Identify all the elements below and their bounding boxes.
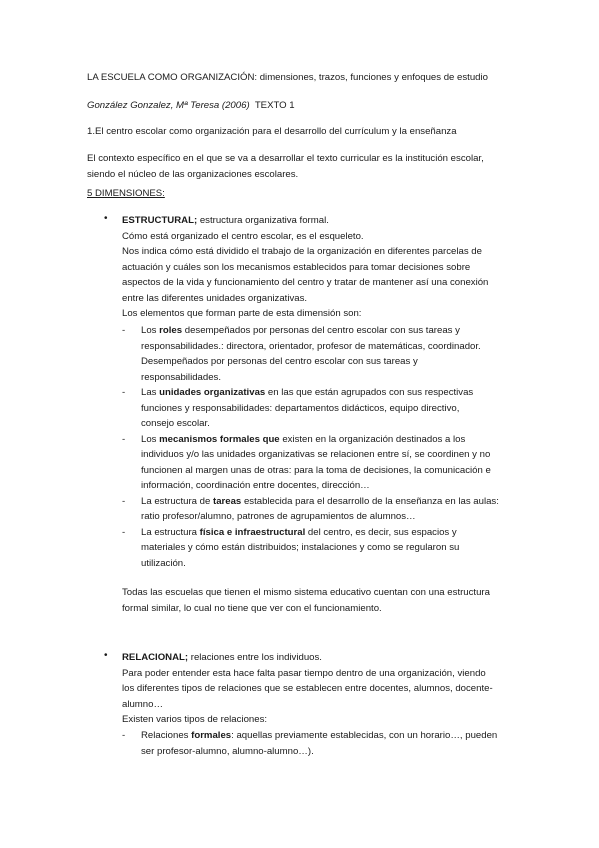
- closing-line: Todas las escuelas que tienen el mismo sistema educativo cuentan con una estructura: [122, 587, 490, 598]
- item-keyword: roles: [159, 325, 183, 336]
- bullet-point: •: [104, 213, 108, 224]
- section-heading: 1.El centro escolar como organización para el desarrollo del currículum y la enseñanza: [87, 126, 457, 137]
- body-line: alumno…: [122, 698, 164, 710]
- body-line: Cómo está organizado el centro escolar, es el esqueleto.: [122, 230, 364, 242]
- list-item: [122, 494, 499, 525]
- list-dash: -: [122, 433, 126, 445]
- body-line: Nos indica cómo está dividido el trabajo de la organización en diferentes parcelas de: [122, 246, 482, 257]
- list-item: [122, 323, 499, 385]
- list-item-line: funciones y responsabilidades: departamentos didácticos, equipo directivo,: [141, 402, 460, 414]
- dimension-term: ESTRUCTURAL;: [122, 215, 198, 226]
- intro-line: siendo el núcleo de las organizaciones escolares.: [87, 168, 299, 180]
- list-dash: -: [122, 526, 126, 538]
- document-author-line: [87, 98, 295, 114]
- item-prefix: La estructura: [141, 526, 200, 538]
- list-item-line: ratio profesor/alumno, patrones de agrupamientos de alumnos…: [141, 511, 416, 522]
- list-item-line: responsabilidades.: directora, orientador, profesor de matemáticas, coordinador.: [141, 340, 481, 352]
- item-keyword: física e infraestructural: [199, 526, 306, 538]
- list-item-line: funcionen al margen unas de otras: para la toma de decisiones, la comunicación e: [141, 464, 491, 476]
- list-item-first-line: [141, 525, 499, 541]
- list-item-line: ser profesor-alumno, alumno-alumno…).: [141, 745, 314, 757]
- body-line: actuación y cuáles son los mecanismos establecidos para tomar decisiones sobre: [122, 261, 471, 273]
- item-keyword: formales: [191, 730, 232, 741]
- list-item-first-line: [141, 432, 499, 448]
- list-item-line: Desempeñados por personas del centro escolar con sus tareas y: [141, 356, 418, 367]
- dimension-definition: estructura organizativa formal.: [197, 215, 329, 226]
- estructural-elements-list: [122, 323, 499, 571]
- list-dash: -: [122, 325, 126, 336]
- item-prefix: Relaciones: [141, 730, 192, 741]
- body-line: entre las diferentes unidades organizativas.: [122, 292, 308, 304]
- dimension-relacional: [122, 650, 493, 728]
- body-line: Para poder entender esta hace falta pasar tiempo dentro de una organización, viendo: [122, 667, 486, 679]
- body-line: Los elementos que forman parte de esta dimensión son:: [122, 308, 362, 319]
- list-item-line: información, coordinación entre docentes, dirección…: [141, 480, 370, 491]
- item-prefix: Los: [141, 325, 160, 336]
- item-text: en las que están agrupados con sus respectivas: [265, 387, 474, 398]
- item-text: desempeñados por personas del centro escolar con sus tareas y: [182, 325, 460, 336]
- dimension-estructural: [122, 213, 488, 322]
- item-text: establecida para el desarrollo de la enseñanza en las aulas:: [241, 495, 499, 507]
- body-line: Existen varios tipos de relaciones:: [122, 714, 268, 725]
- list-dash: -: [122, 387, 126, 398]
- item-text: existen en la organización destinados a los: [279, 433, 466, 445]
- intro-paragraph: [87, 151, 484, 182]
- body-line: aspectos de la vida y funcionamiento del centro y tratar de mantener así una conexión: [122, 277, 489, 288]
- item-text: del centro, es decir, sus espacios y: [305, 526, 457, 538]
- intro-line: El contexto específico en el que se va a desarrollar el texto curricular es la institución escolar,: [87, 153, 484, 164]
- author-reference: González Gonzalez, Mª Teresa (2006): [87, 100, 250, 111]
- item-prefix: Los: [141, 433, 160, 445]
- list-item-line: materiales y cómo están distribuidos; instalaciones y como se regularon su: [141, 542, 460, 553]
- list-item: [122, 385, 499, 432]
- list-item-line: utilización.: [141, 557, 186, 569]
- list-item-line: consejo escolar.: [141, 418, 210, 429]
- list-item-line: responsabilidades.: [141, 371, 222, 383]
- list-dash: -: [122, 730, 126, 741]
- dimension-definition: relaciones entre los individuos.: [188, 652, 322, 663]
- list-item-first-line: [141, 494, 499, 510]
- document-title: LA ESCUELA COMO ORGANIZACIÓN: dimensiones, trazos, funciones y enfoques de estudio: [87, 72, 488, 83]
- list-item-first-line: [141, 385, 499, 401]
- bullet-point: •: [104, 650, 108, 661]
- estructural-closing-paragraph: [122, 585, 490, 616]
- relacional-types-list: [122, 728, 497, 759]
- dimension-title-line: [122, 213, 488, 229]
- body-line: los diferentes tipos de relaciones que se establecen entre docentes, alumnos, docente-: [122, 683, 493, 694]
- item-text: : aquellas previamente establecidas, con un horario…, pueden: [231, 730, 498, 741]
- item-keyword: mecanismos formales que: [159, 433, 280, 445]
- list-item-line: individuos y/o las unidades organizativas se relacionen entre sí, se coordinen y no: [141, 449, 491, 460]
- list-item: [122, 525, 499, 572]
- list-dash: -: [122, 495, 126, 507]
- list-item-first-line: [141, 728, 497, 744]
- dimensions-heading: 5 DIMENSIONES:: [87, 188, 165, 199]
- item-prefix: Las: [141, 387, 160, 398]
- dimension-term: RELACIONAL;: [122, 652, 189, 663]
- dimension-title-line: [122, 650, 493, 666]
- list-item-first-line: [141, 323, 499, 339]
- list-item: [122, 432, 499, 494]
- closing-line: formal similar, lo cual no tiene que ver con el funcionamiento.: [122, 602, 382, 614]
- item-prefix: La estructura de: [141, 495, 213, 507]
- item-keyword: tareas: [213, 495, 242, 507]
- text-label: TEXTO 1: [254, 100, 295, 111]
- list-item: [122, 728, 497, 759]
- item-keyword: unidades organizativas: [159, 387, 266, 398]
